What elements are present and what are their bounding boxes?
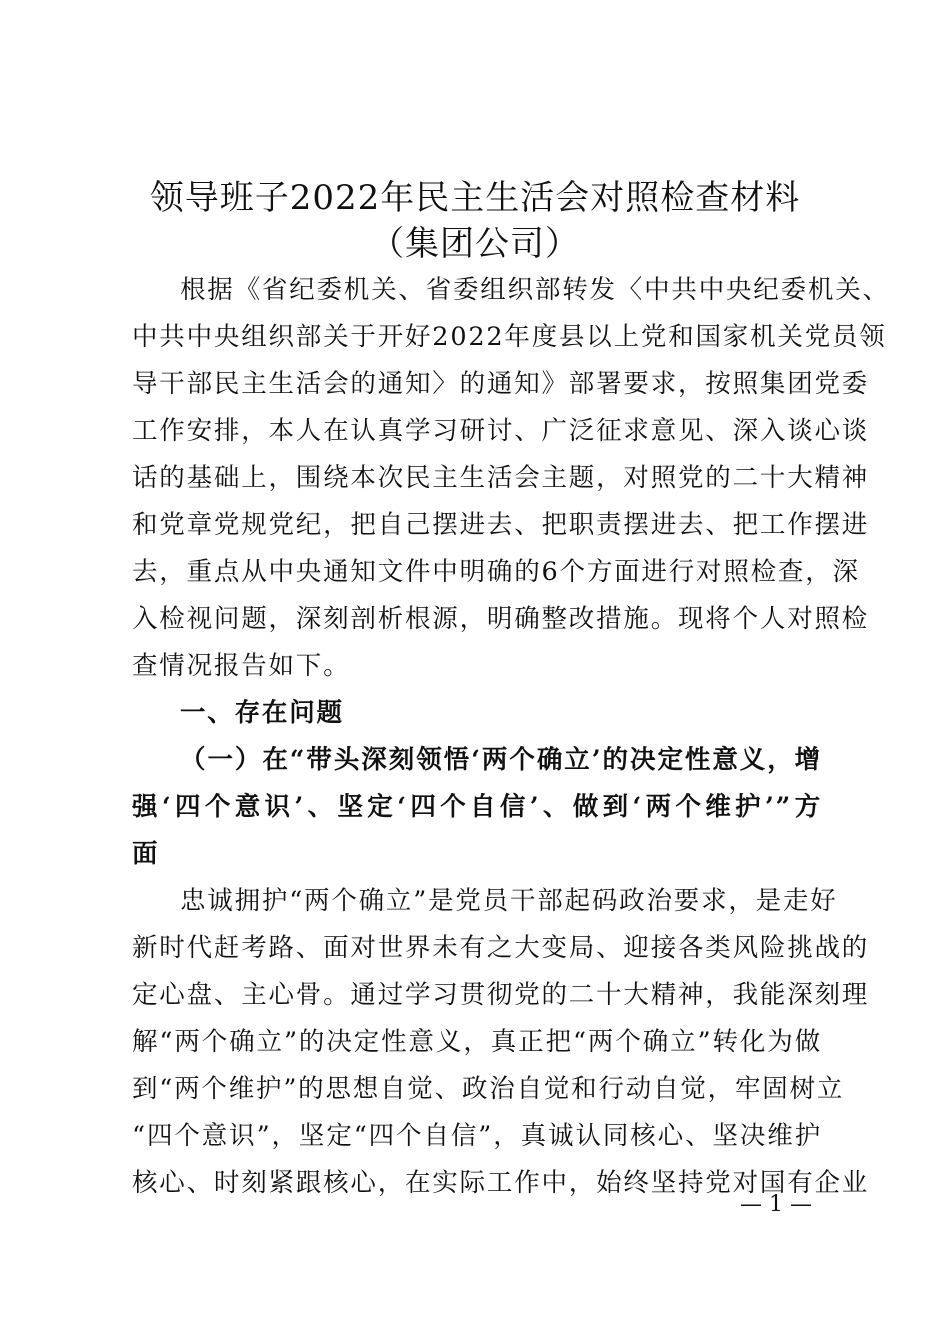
intro-line: 入检视问题，深刻剖析根源，明确整改措施。现将个人对照检 — [132, 604, 870, 634]
body-line: “四个意识”，坚定“四个自信”，真诚认同核心、坚决维护 — [132, 1121, 822, 1151]
intro-line: 去，重点从中央通知文件中明确的6个方面进行对照检查，深 — [132, 557, 860, 587]
document-title: 领导班子2022年民主生活会对照检查材料 — [149, 178, 801, 218]
intro-line: 工作安排，本人在认真学习研讨、广泛征求意见、深入谈心谈 — [132, 416, 870, 446]
subsection-heading-line: 强‘四个意识’、坚定‘四个自信’、做到‘两个维护’”方 — [132, 792, 822, 822]
body-line: 到“两个维护”的思想自觉、政治自觉和行动自觉，牢固树立 — [132, 1074, 845, 1104]
body-line: 新时代赶考路、面对世界未有之大变局、迎接各类风险挑战的 — [132, 933, 870, 963]
subsection-heading-line: 面 — [132, 839, 160, 869]
intro-line: 话的基础上，围绕本次民主生活会主题，对照党的二十大精神 — [132, 463, 870, 493]
intro-line: 和党章党规党纪，把自己摆进去、把职责摆进去、把工作摆进 — [132, 510, 870, 540]
body-line: 核心、时刻紧跟核心，在实际工作中，始终坚持党对国有企业 — [132, 1168, 870, 1198]
body-line: 忠诚拥护“两个确立”是党员干部起码政治要求，是走好 — [180, 886, 838, 916]
body-line: 定心盘、主心骨。通过学习贯彻党的二十大精神，我能深刻理 — [132, 980, 870, 1010]
intro-line: 导干部民主生活会的通知〉的通知》部署要求，按照集团党委 — [132, 369, 870, 399]
document-subtitle: （集团公司） — [370, 224, 580, 264]
section-heading: 一、存在问题 — [180, 698, 344, 728]
intro-line: 查情况报告如下。 — [132, 651, 351, 681]
body-line: 解“两个确立”的决定性意义，真正把“两个确立”转化为做 — [132, 1027, 822, 1057]
subsection-heading-line: （一）在“带头深刻领悟‘两个确立’的决定性意义，增 — [180, 745, 822, 775]
intro-line: 根据《省纪委机关、省委组织部转发〈中共中央纪委机关、 — [180, 275, 890, 305]
page-number: — 1 — — [740, 1192, 812, 1217]
intro-line: 中共中央组织部关于开好2022年度县以上党和国家机关党员领 — [132, 322, 887, 352]
